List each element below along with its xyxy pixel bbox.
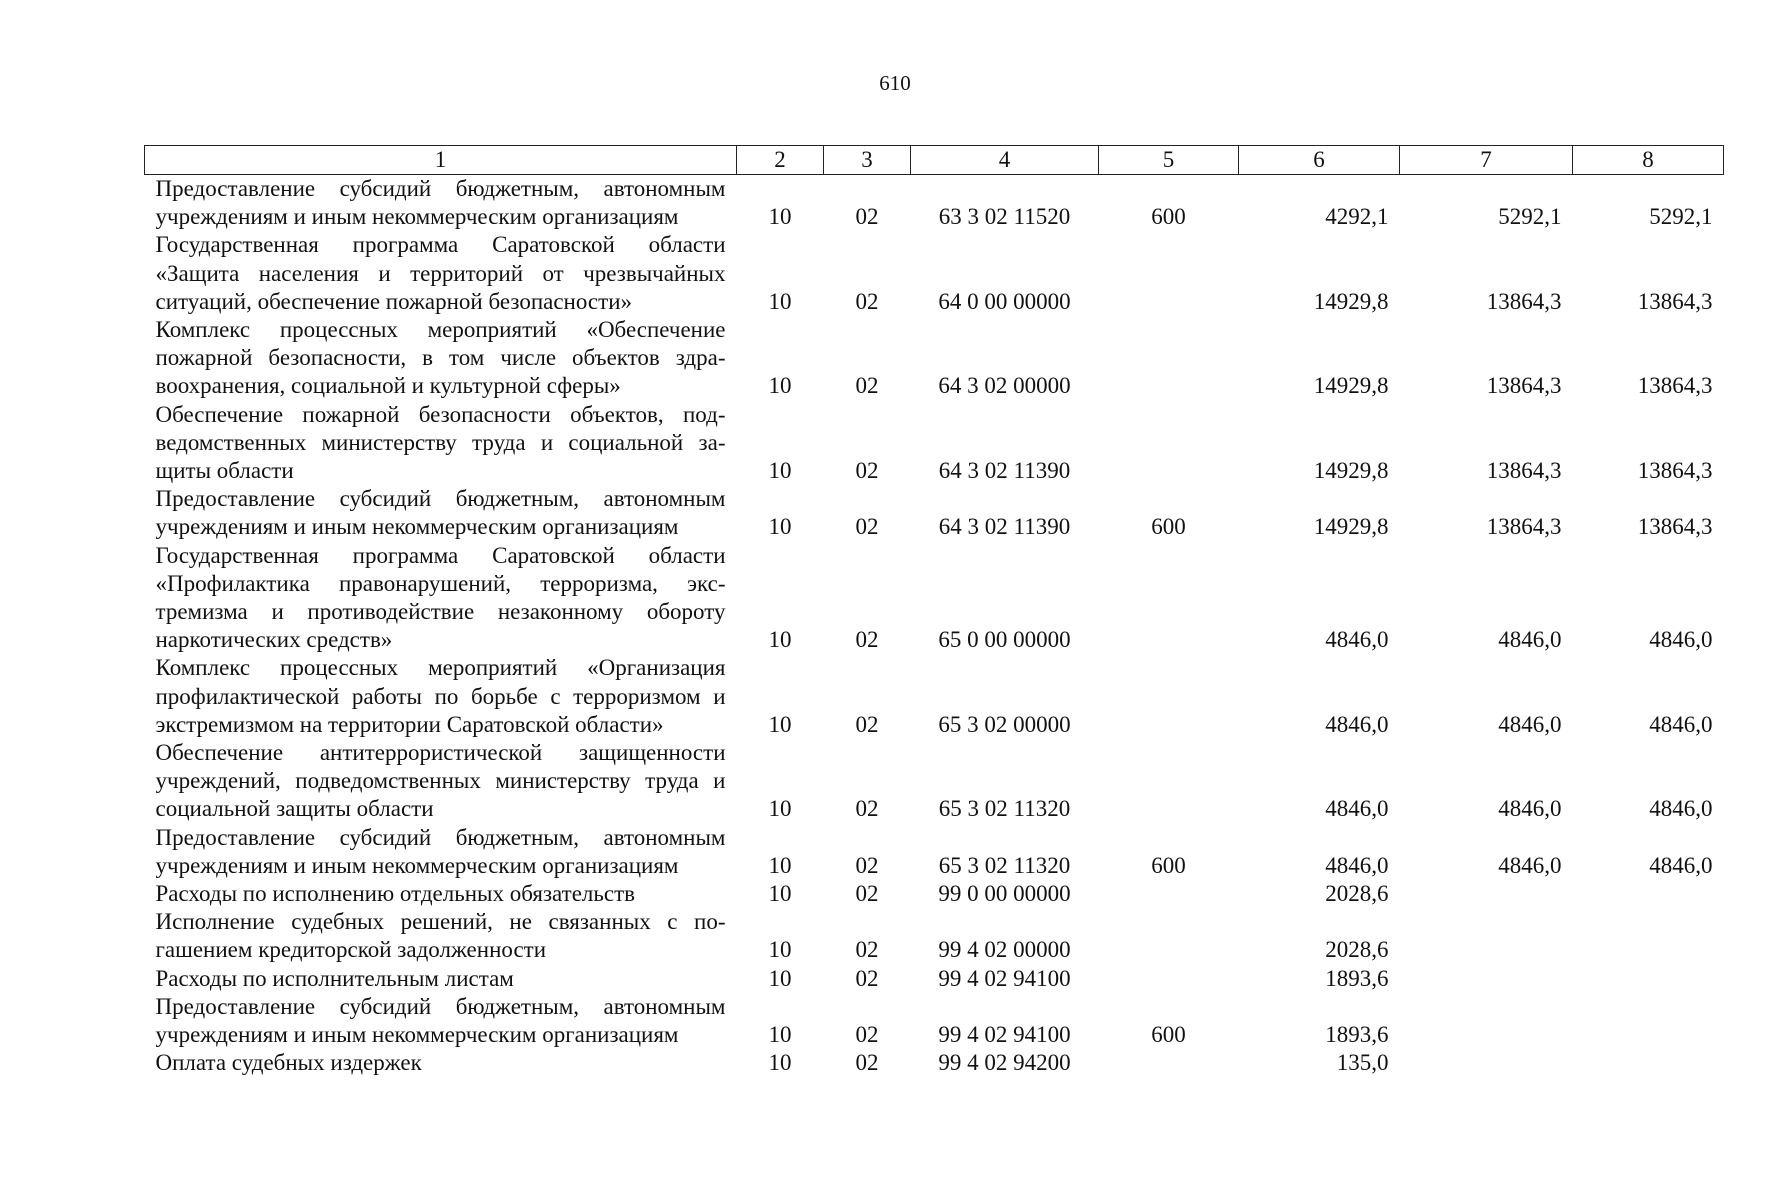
table-row bbox=[145, 824, 1724, 880]
table-cell: 02 bbox=[855, 627, 879, 653]
table-cell: 4846,0 bbox=[1649, 852, 1713, 878]
table-cell: 14929,8 bbox=[1313, 373, 1389, 399]
table-cell: 4846,0 bbox=[1649, 796, 1713, 822]
table-cell: 65 3 02 11320 bbox=[938, 852, 1071, 878]
row-description: Предоставление субсидий бюджетным, автономным учреждениям и иным некоммерческим организациям bbox=[155, 486, 726, 540]
table-cell: 02 bbox=[855, 288, 879, 314]
table-cell: 135,0 bbox=[1336, 1050, 1389, 1076]
column-header: 8 bbox=[1573, 146, 1724, 175]
table-cell bbox=[1099, 654, 1239, 739]
table-cell: 99 4 02 00000 bbox=[938, 937, 1071, 963]
table-cell: 600 bbox=[1151, 852, 1186, 878]
table-cell: 65 3 02 11320 bbox=[938, 796, 1071, 822]
table-cell: 4846,0 bbox=[1325, 796, 1389, 822]
table-cell: 02 bbox=[855, 1050, 879, 1076]
table-cell: 4846,0 bbox=[1325, 627, 1389, 653]
table-cell: 4846,0 bbox=[1498, 852, 1562, 878]
row-description: Государственная программа Саратовской области «Защита населения и территорий от чрезвычайных ситуаций, обеспечение пожарной безопасности» bbox=[155, 232, 726, 314]
table-cell: 64 3 02 11390 bbox=[938, 514, 1071, 540]
table-row bbox=[145, 542, 1724, 655]
table-cell: 4846,0 bbox=[1498, 627, 1562, 653]
table-cell: 10 bbox=[768, 965, 792, 991]
table-cell: 14929,8 bbox=[1313, 458, 1389, 484]
table-cell: 65 0 00 00000 bbox=[938, 627, 1071, 653]
table-cell: 4846,0 bbox=[1498, 796, 1562, 822]
column-header: 7 bbox=[1400, 146, 1573, 175]
table-cell: 02 bbox=[855, 965, 879, 991]
table-cell: 02 bbox=[855, 204, 879, 230]
table-cell: 600 bbox=[1151, 514, 1186, 540]
table-row bbox=[145, 231, 1724, 316]
table-cell bbox=[1099, 880, 1239, 908]
table-row bbox=[145, 739, 1724, 824]
table-cell: 13864,3 bbox=[1637, 373, 1713, 399]
column-header: 1 bbox=[145, 146, 737, 175]
table-cell bbox=[1099, 401, 1239, 486]
row-description: Расходы по исполнительным листам bbox=[155, 965, 514, 991]
row-description: Оплата судебных издержек bbox=[155, 1050, 422, 1076]
table-cell bbox=[1099, 739, 1239, 824]
table-cell: 10 bbox=[768, 458, 792, 484]
table-cell: 4292,1 bbox=[1325, 204, 1389, 230]
table-cell: 10 bbox=[768, 852, 792, 878]
table-row bbox=[145, 401, 1724, 486]
table-cell: 14929,8 bbox=[1313, 288, 1389, 314]
table-cell: 4846,0 bbox=[1325, 711, 1389, 737]
table-cell: 10 bbox=[768, 937, 792, 963]
table-cell: 02 bbox=[855, 711, 879, 737]
table-cell: 65 3 02 00000 bbox=[938, 711, 1071, 737]
row-description: Предоставление субсидий бюджетным, автономным учреждениям и иным некоммерческим организациям bbox=[155, 176, 726, 230]
table-cell: 10 bbox=[768, 373, 792, 399]
table-cell: 1893,6 bbox=[1325, 965, 1389, 991]
row-description: Комплекс процессных мероприятий «Обеспечение пожарной безопасности, в том числе объектов здравоохранения, социальной и культурной сферы» bbox=[155, 317, 726, 399]
column-header: 4 bbox=[911, 146, 1099, 175]
table-cell: 63 3 02 11520 bbox=[938, 204, 1071, 230]
column-header: 3 bbox=[824, 146, 911, 175]
table-row bbox=[145, 175, 1724, 232]
table-cell: 13864,3 bbox=[1486, 373, 1562, 399]
table-cell: 10 bbox=[768, 711, 792, 737]
row-description: Обеспечение пожарной безопасности объектов, подведомственных министерству труда и социальной защиты области bbox=[155, 401, 726, 484]
table-cell: 13864,3 bbox=[1486, 514, 1562, 540]
table-cell: 99 0 00 00000 bbox=[938, 881, 1071, 907]
table-cell: 4846,0 bbox=[1649, 711, 1713, 737]
table-cell: 14929,8 bbox=[1313, 514, 1389, 540]
table-cell: 13864,3 bbox=[1486, 288, 1562, 314]
table-row bbox=[145, 880, 1724, 908]
table-cell: 4846,0 bbox=[1649, 627, 1713, 653]
row-description: Исполнение судебных решений, не связанных с погашением кредиторской задолженности bbox=[155, 909, 726, 963]
row-description: Предоставление субсидий бюджетным, автономным учреждениям и иным некоммерческим организациям bbox=[155, 824, 726, 878]
table-row bbox=[145, 316, 1724, 401]
table-cell: 4846,0 bbox=[1325, 852, 1389, 878]
table-cell bbox=[1573, 993, 1724, 1049]
table-cell: 10 bbox=[768, 881, 792, 907]
row-description: Комплекс процессных мероприятий «Организация профилактической работы по борьбе с терроризмом и экстремизмом на территории Саратовской области» bbox=[155, 655, 726, 737]
table-cell: 4846,0 bbox=[1498, 711, 1562, 737]
budget-table bbox=[144, 145, 1724, 1078]
table-cell: 02 bbox=[855, 1022, 879, 1048]
table-cell: 2028,6 bbox=[1325, 937, 1389, 963]
table-cell bbox=[1400, 1049, 1573, 1077]
table-cell bbox=[1573, 1049, 1724, 1077]
table-cell: 02 bbox=[855, 373, 879, 399]
table-cell: 99 4 02 94100 bbox=[938, 1022, 1071, 1048]
row-description: Предоставление субсидий бюджетным, автономным учреждениям и иным некоммерческим организациям bbox=[155, 993, 726, 1048]
table-cell: 10 bbox=[768, 288, 792, 314]
table-cell: 10 bbox=[768, 1022, 792, 1048]
table-cell bbox=[1573, 908, 1724, 964]
table-cell: 99 4 02 94200 bbox=[938, 1050, 1071, 1076]
table-cell bbox=[1099, 231, 1239, 316]
table-cell: 5292,1 bbox=[1649, 204, 1713, 230]
table-cell: 02 bbox=[855, 458, 879, 484]
table-cell: 02 bbox=[855, 881, 879, 907]
table-cell: 10 bbox=[768, 627, 792, 653]
column-header: 2 bbox=[737, 146, 824, 175]
table-cell: 600 bbox=[1151, 1022, 1186, 1048]
column-header: 6 bbox=[1239, 146, 1400, 175]
table-cell: 13864,3 bbox=[1637, 458, 1713, 484]
table-row bbox=[145, 485, 1724, 541]
table-cell: 1893,6 bbox=[1325, 1022, 1389, 1048]
table-cell bbox=[1099, 965, 1239, 993]
table-cell: 13864,3 bbox=[1637, 288, 1713, 314]
table-cell: 02 bbox=[855, 937, 879, 963]
table-cell: 5292,1 bbox=[1498, 204, 1562, 230]
column-header: 5 bbox=[1099, 146, 1239, 175]
table-cell bbox=[1099, 316, 1239, 401]
table-cell: 2028,6 bbox=[1325, 881, 1389, 907]
table-row bbox=[145, 993, 1724, 1049]
table-cell: 64 0 00 00000 bbox=[938, 288, 1071, 314]
table-cell: 02 bbox=[855, 514, 879, 540]
table-cell bbox=[1400, 908, 1573, 964]
table-row bbox=[145, 908, 1724, 964]
table-cell bbox=[1099, 542, 1239, 655]
table-cell bbox=[1099, 1049, 1239, 1077]
table-cell bbox=[1400, 965, 1573, 993]
table-header-row bbox=[145, 146, 1724, 175]
table-row bbox=[145, 654, 1724, 739]
table-cell: 10 bbox=[768, 514, 792, 540]
table-cell: 10 bbox=[768, 1050, 792, 1076]
table-cell bbox=[1573, 965, 1724, 993]
table-cell bbox=[1573, 880, 1724, 908]
table-cell bbox=[1099, 908, 1239, 964]
table-cell: 10 bbox=[768, 204, 792, 230]
page-number: 610 bbox=[879, 71, 911, 95]
table-cell: 02 bbox=[855, 852, 879, 878]
table-cell bbox=[1400, 880, 1573, 908]
table-cell: 13864,3 bbox=[1486, 458, 1562, 484]
row-description: Расходы по исполнению отдельных обязательств bbox=[155, 881, 635, 907]
row-description: Обеспечение антитеррористической защищенности учреждений, подведомственных министерству труда и социальной защиты области bbox=[155, 740, 726, 822]
table-cell: 99 4 02 94100 bbox=[938, 965, 1071, 991]
table-cell: 10 bbox=[768, 796, 792, 822]
table-row bbox=[145, 965, 1724, 993]
table-cell: 02 bbox=[855, 796, 879, 822]
table-body bbox=[145, 175, 1724, 1078]
table-cell bbox=[1400, 993, 1573, 1049]
table-row bbox=[145, 1049, 1724, 1077]
table-cell: 64 3 02 11390 bbox=[938, 458, 1071, 484]
row-description: Государственная программа Саратовской области «Профилактика правонарушений, терроризма, экстремизма и противодействие незаконному обороту наркотических средств» bbox=[155, 542, 726, 653]
table-cell: 13864,3 bbox=[1637, 514, 1713, 540]
table-cell: 64 3 02 00000 bbox=[938, 373, 1071, 399]
table-cell: 600 bbox=[1151, 204, 1186, 230]
